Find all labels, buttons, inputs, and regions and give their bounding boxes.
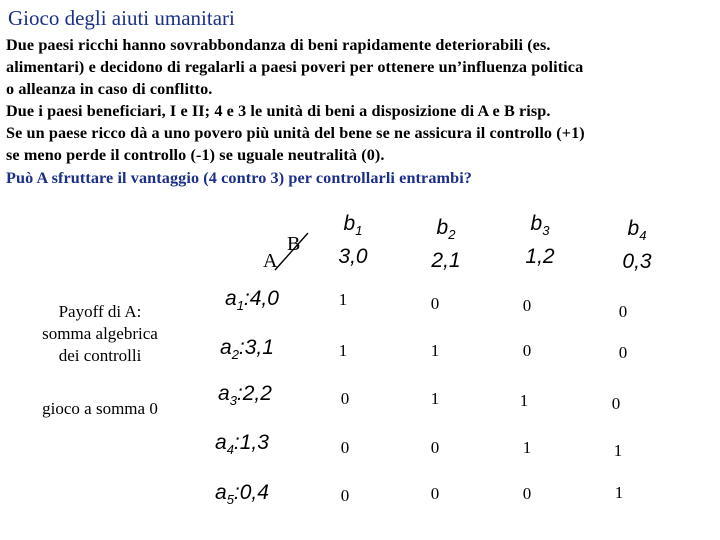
payoff-cell-a5-b3: 0 xyxy=(522,484,532,503)
text-line-5: Se un paese ricco dà a uno povero più unità del bene se ne assicura il controllo (+1) xyxy=(6,124,585,142)
column-allocation-b1: 3,0 xyxy=(338,245,368,269)
payoff-cell-a2-b3: 0 xyxy=(522,341,532,360)
column-header-b3 xyxy=(505,211,575,270)
text-line-2: alimentari) e decidono di regalarli a paesi poveri per ottenere un’influenza politica xyxy=(6,58,584,76)
slide-title: Gioco degli aiuti umanitari xyxy=(8,6,235,30)
text-line-1: Due paesi ricchi hanno sovrabbondanza di beni rapidamente deteriorabili (es. xyxy=(6,36,551,54)
col-player-label: B xyxy=(287,233,301,255)
row-header-a2: $a_2:3,1$ xyxy=(220,336,274,363)
payoff-note-line-1: Payoff di A: xyxy=(58,302,142,321)
column-header-b4 xyxy=(602,216,672,275)
payoff-cell-a1-b3: 0 xyxy=(522,296,532,315)
payoff-cell-a3-b1: 0 xyxy=(340,389,350,408)
payoff-cell-a4-b1: 0 xyxy=(340,438,350,457)
payoff-cell-a1-b2: 0 xyxy=(430,294,440,313)
row-header-a5: $a_5:0,4$ xyxy=(215,481,269,508)
column-header-b1 xyxy=(318,211,388,270)
column-strategy-b3: $b_3$ xyxy=(530,212,550,239)
payoff-cell-a4-b2: 0 xyxy=(430,438,440,457)
payoff-note-line-3: dei controlli xyxy=(58,346,142,365)
payoff-cell-a2-b4: 0 xyxy=(618,343,628,362)
payoff-cell-a2-b2: 1 xyxy=(430,341,440,360)
payoff-cell-a3-b2: 1 xyxy=(430,389,440,408)
zero-sum-note: gioco a somma 0 xyxy=(42,399,158,418)
column-strategy-b2: $b_2$ xyxy=(436,216,456,243)
payoff-cell-a5-b2: 0 xyxy=(430,484,440,503)
column-strategy-b4: $b_4$ xyxy=(627,217,647,244)
column-header-b2 xyxy=(411,215,481,274)
row-player-label: A xyxy=(263,250,278,272)
column-allocation-b4: 0,3 xyxy=(622,250,652,274)
column-allocation-b3: 1,2 xyxy=(525,245,555,269)
payoff-cell-a4-b3: 1 xyxy=(522,438,532,457)
payoff-cell-a4-b4: 1 xyxy=(613,441,623,460)
payoff-cell-a1-b4: 0 xyxy=(618,302,628,321)
payoff-cell-a3-b3: 1 xyxy=(519,391,529,410)
payoff-cell-a2-b1: 1 xyxy=(338,341,348,360)
payoff-cell-a3-b4: 0 xyxy=(611,394,621,413)
payoff-note-line-2: somma algebrica xyxy=(42,324,158,343)
text-line-6: se meno perde il controllo (-1) se uguale neutralità (0). xyxy=(6,146,385,164)
payoff-cell-a1-b1: 1 xyxy=(338,290,348,309)
row-header-a3: $a_3:2,2$ xyxy=(218,382,272,409)
row-header-a1: $a_1:4,0$ xyxy=(225,287,279,314)
question-line: Può A sfruttare il vantaggio (4 contro 3) per controllarli entrambi? xyxy=(6,169,472,187)
column-allocation-b2: 2,1 xyxy=(431,249,461,273)
column-strategy-b1: $b_1$ xyxy=(343,212,363,239)
text-line-3: o alleanza in caso di conflitto. xyxy=(6,80,213,98)
row-header-a4: $a_4:1,3$ xyxy=(215,431,269,458)
text-line-4: Due i paesi beneficiari, I e II; 4 e 3 le unità di beni a disposizione di A e B risp. xyxy=(6,102,551,120)
payoff-cell-a5-b4: 1 xyxy=(614,483,624,502)
payoff-cell-a5-b1: 0 xyxy=(340,486,350,505)
payoff-note xyxy=(20,301,180,367)
